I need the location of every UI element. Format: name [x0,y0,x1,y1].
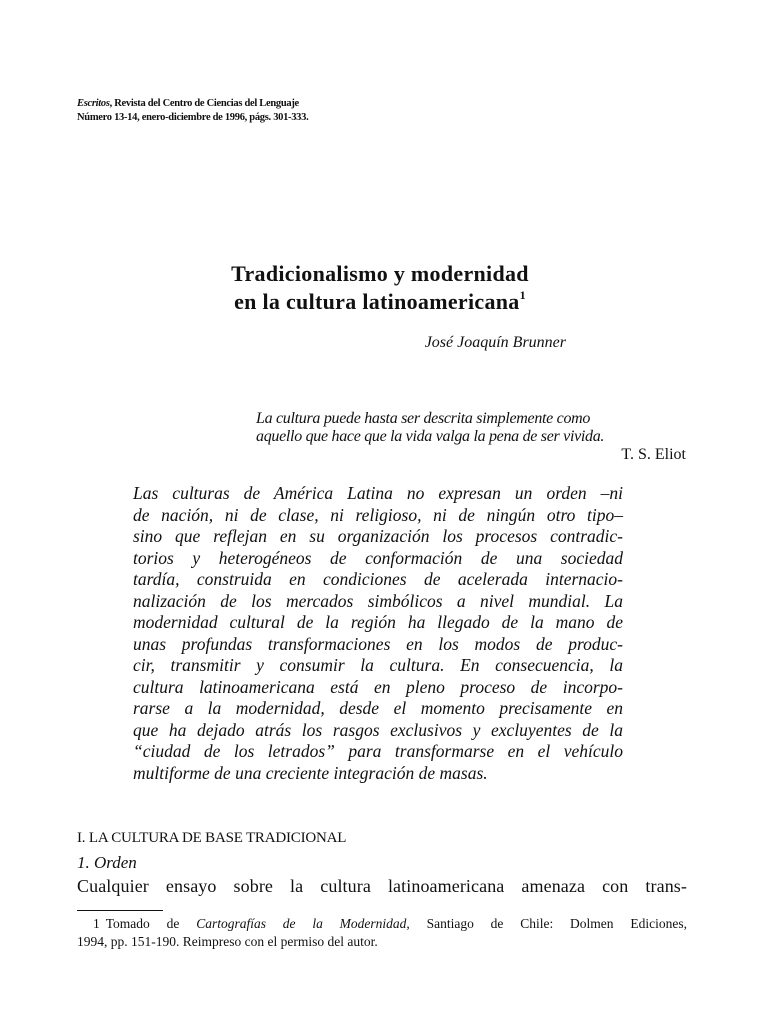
citation-line-1 [77,97,308,111]
footnote-publication: , Santiago de Chile: Dolmen Ediciones, [406,916,687,931]
article-title-line-1: Tradicionalismo y modernidad [231,261,529,286]
abstract-line: que ha dejado atrás los rasgos exclusivos y excluyentes de la [133,719,623,740]
journal-name: Escritos [77,98,110,109]
epigraph-line: La cultura puede hasta ser descrita simplemente como [256,410,591,427]
footnote-divider [77,910,163,911]
abstract-line: cultura latinoamericana está en pleno proceso de incorpo- [133,676,623,697]
abstract-line: “ciudad de los letrados” para transformarse en el vehículo [133,741,623,761]
epigraph-line: aquello que hace que la vida valga la pena de ser vivida. [256,428,605,445]
abstract-line: torios y heterogéneos de conformación de una sociedad [133,547,623,568]
epigraph-attribution: T. S. Eliot [621,446,686,463]
abstract-line: de nación, ni de clase, ni religioso, ni de ningún otro tipo– [133,504,623,525]
title-footnote-mark: 1 [519,287,526,302]
journal-description: , Revista del Centro de Ciencias del Lenguaje [109,98,299,109]
abstract-line: nalización de los mercados simbólicos a nivel mundial. La [133,590,623,611]
journal-citation-header [77,97,308,125]
article-title-line-2 [160,289,600,315]
footnote-line-1 [77,915,687,933]
footnote-line-2: 1994, pp. 151-190. Reimpreso con el permiso del autor. [77,934,378,949]
abstract-line: sino que reflejan en su organización los procesos contradic- [133,526,623,546]
abstract [133,483,623,784]
abstract-line: multiforme de una creciente integración de masas. [133,762,488,783]
abstract-line: rarse a la modernidad, desde el momento precisamente en [133,698,623,718]
epigraph [256,410,686,464]
footnote [77,915,687,951]
abstract-line: cir, transmitir y consumir la cultura. En consecuencia, la [133,655,623,675]
body-text-line: Cualquier ensayo sobre la cultura latinoamericana amenaza con trans- [77,876,687,896]
footnote-prefix: Tomado de [105,916,197,931]
section-heading: I. LA CULTURA DE BASE TRADICIONAL [77,830,347,846]
abstract-line: Las culturas de América Latina no expresan un orden –ni [133,483,623,503]
subsection-heading: 1. Orden [77,853,137,872]
abstract-line: modernidad cultural de la región ha llegado de la mano de [133,612,623,632]
citation-line-2: Número 13-14, enero-diciembre de 1996, págs. 301-333. [77,112,309,123]
abstract-line: tardía, construida en condiciones de acelerada internacio- [133,569,623,589]
footnote-book-title: Cartografías de la Modernidad [196,916,407,931]
abstract-line: unas profundas transformaciones en los modos de produc- [133,633,623,654]
author-name: José Joaquín Brunner [424,334,566,351]
footnote-number: 1 [93,916,100,931]
article-title-line-2-text: en la cultura latinoamericana [234,289,520,314]
